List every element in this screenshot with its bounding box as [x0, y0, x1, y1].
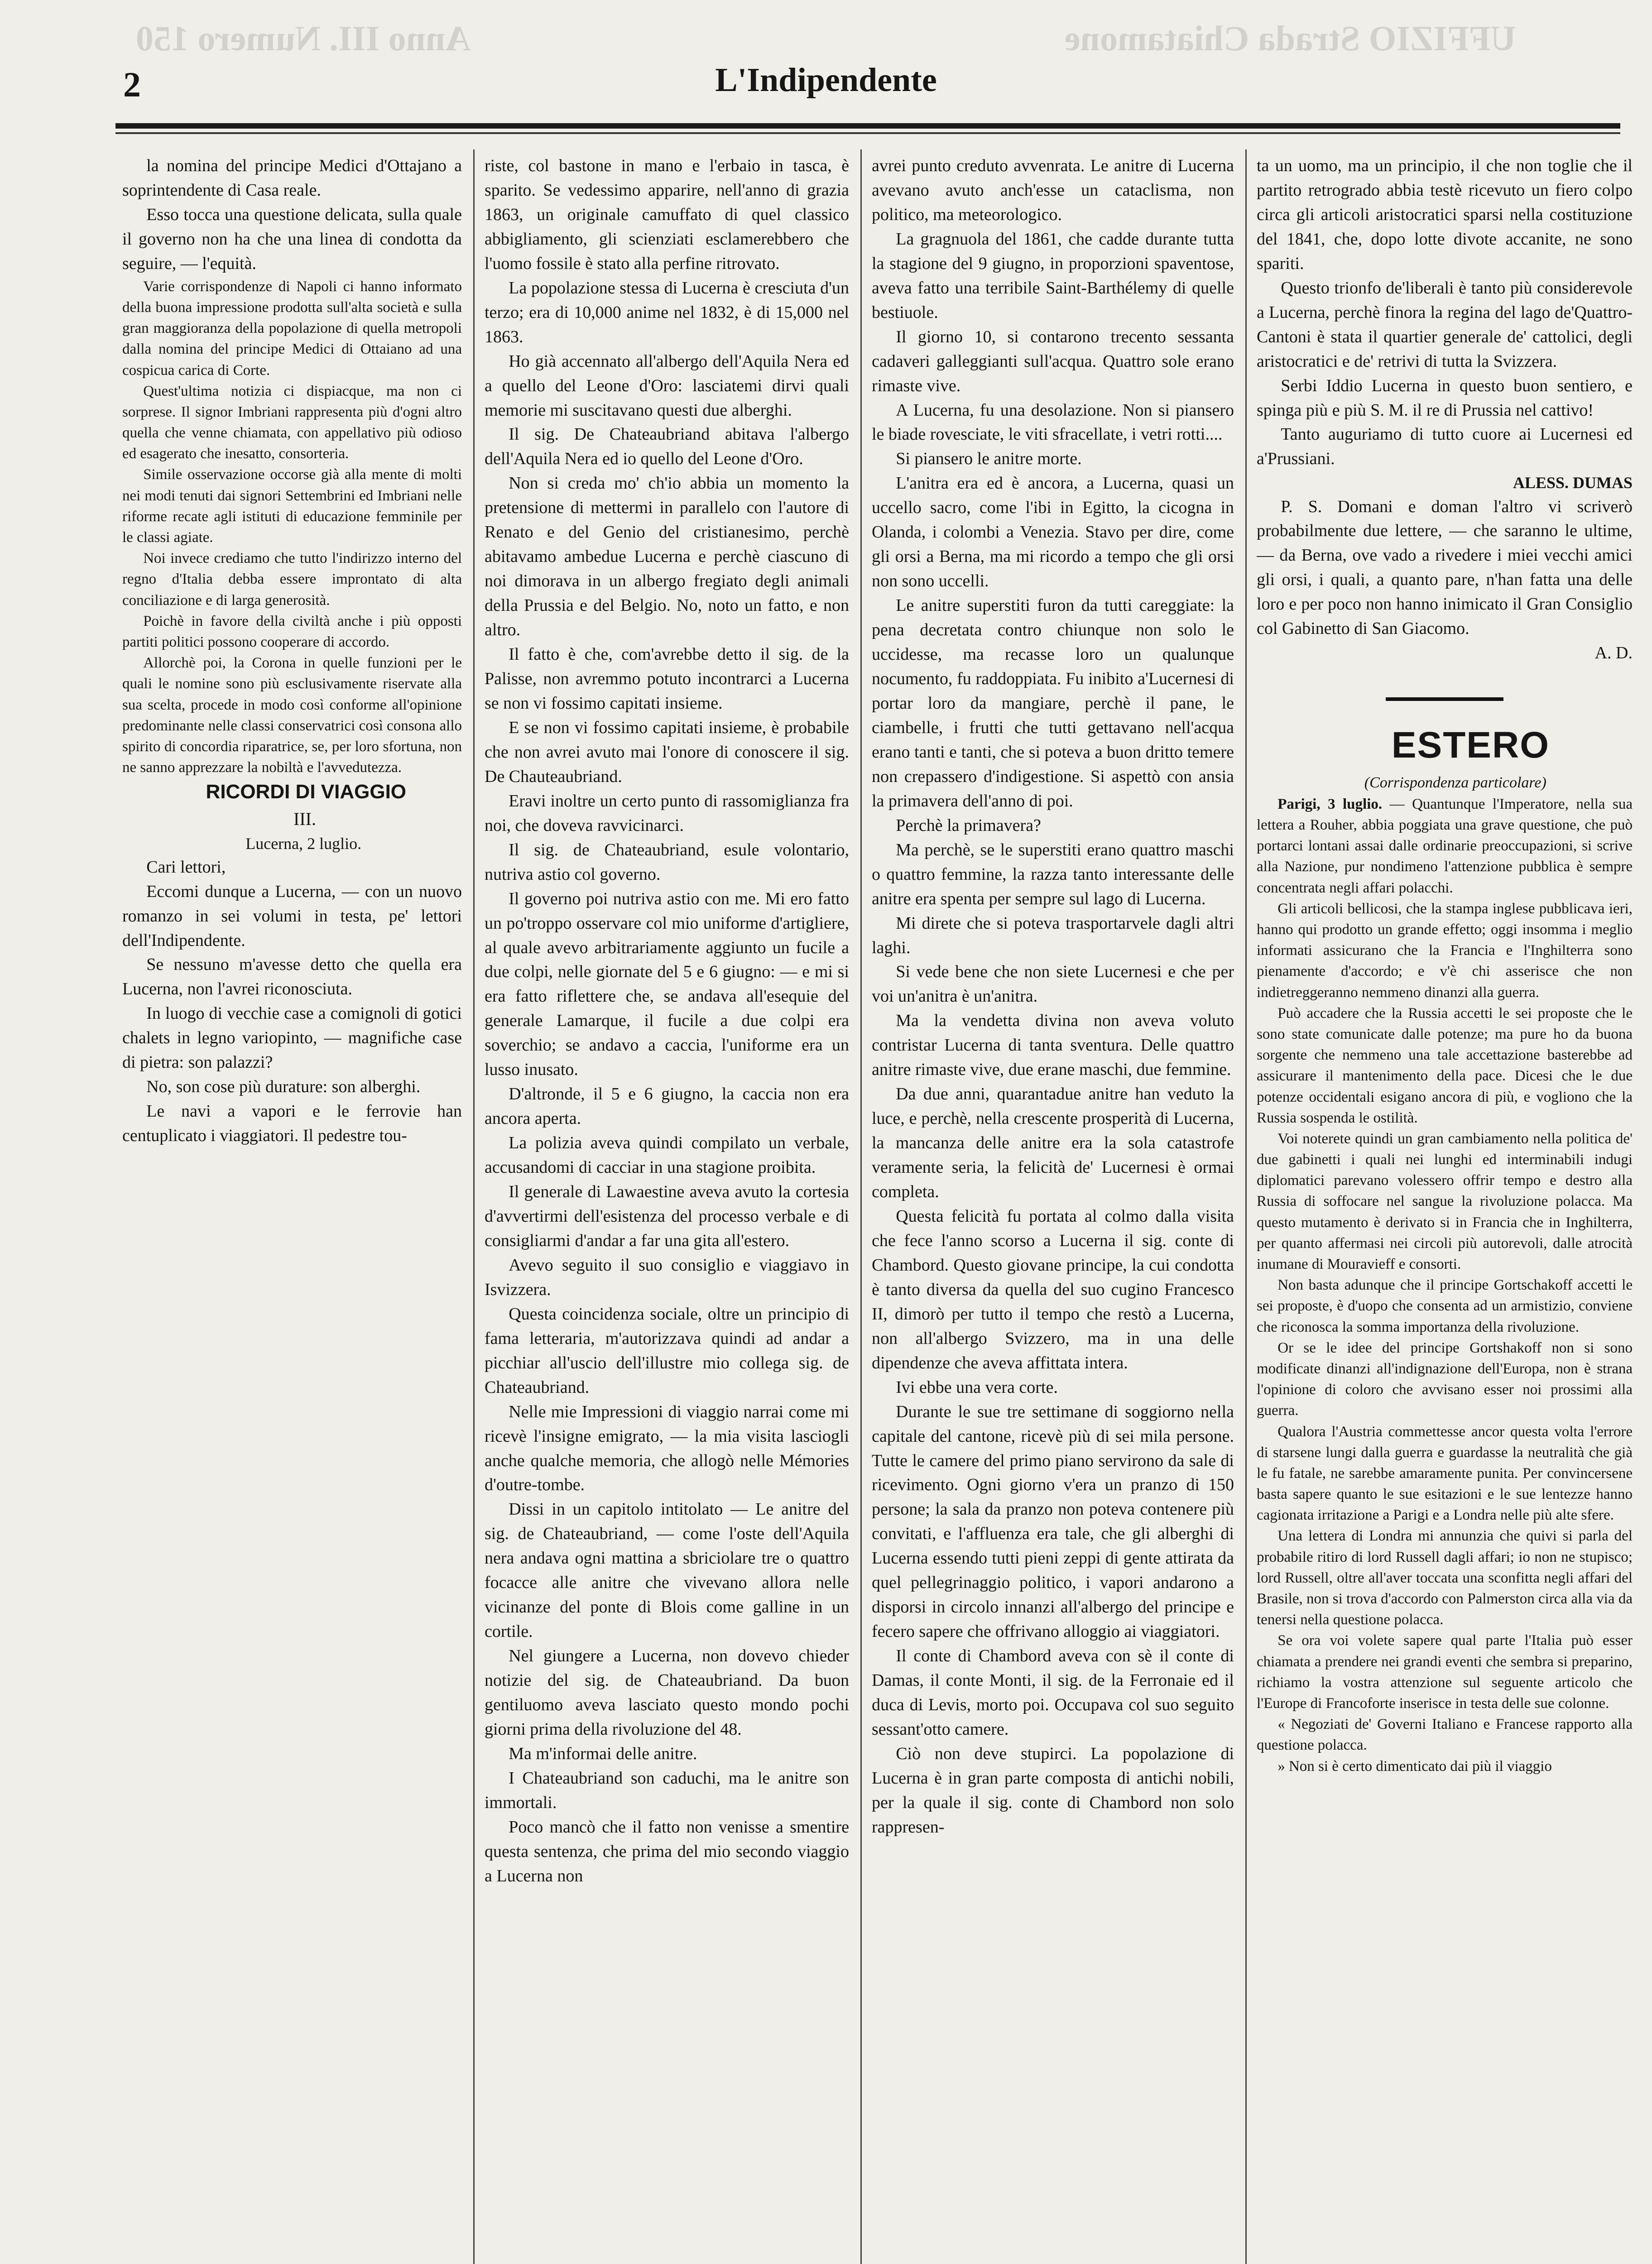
paragraph: Poco mancò che il fatto non venisse a smentire questa sentenza, che prima del mio secondo viaggio a Lucerna non	[485, 1817, 849, 1885]
paragraph: Serbi Iddio Lucerna in questo buon sentiero, e spinga più e più S. M. il re di Prussia nel cattivo!	[1257, 376, 1633, 420]
paragraph: Questo trionfo de'liberali è tanto più considerevole a Lucerna, perchè finora la regina del lago de'Quattro-Cantoni è stata il quartier generale de' cattolici, degli aristocratici e de' retrivi di tutta la Svizzera.	[1257, 278, 1633, 371]
paragraph: ta un uomo, ma un principio, il che non toglie che il partito retrogrado abbia testè ricevuto un fiero colpo circa gli articoli aristocratici sparsi nella costituzione del 1841, che, dopo lotte divote accanite, ne sono spariti.	[1257, 156, 1633, 273]
paragraph: Perchè la primavera?	[896, 815, 1041, 835]
paragraph: Quest'ultima notizia ci dispiacque, ma non ci sorprese. Il signor Imbriani rappresenta più d'ogni altro quella che venne chiamata, con appellativo più odioso ed esagerato che inesatto, consorteria.	[122, 383, 462, 462]
paragraph: Mi direte che si poteva trasportarvele dagli altri laghi.	[872, 913, 1234, 957]
paragraph: Il sig. De Chateaubriand abitava l'albergo dell'Aquila Nera ed io quello del Leone d'Oro.	[485, 425, 849, 469]
paragraph: La popolazione stessa di Lucerna è cresciuta d'un terzo; era di 10,000 anime nel 1832, è di 15,000 nel 1863.	[485, 278, 849, 346]
paragraph: In luogo di vecchie case a comignoli di gotici chalets in legno variopinto, — magnifiche case di pietra: son palazzi?	[122, 1004, 462, 1072]
paragraph: Il giorno 10, si contarono trecento sessanta cadaveri galleggianti sull'acqua. Quattro sole erano rimaste vive.	[872, 327, 1234, 395]
header-rule	[115, 132, 1620, 134]
lead-text: — Quantunque l'Imperatore, nella sua lettera a Rouher, abbia poggiata una grave questione, che può portarci lontani assai dalle ordinarie preoccupazioni, si scrive alla Nazione, pur nondimeno l'attenzione pubblica è sempre concentrata negli affari polacchi.	[1257, 796, 1633, 896]
paragraph: Se nessuno m'avesse detto che quella era Lucerna, non l'avrei riconosciuta.	[122, 955, 462, 999]
paragraph: Può accadere che la Russia accetti le sei proposte che le sono state comunicate dalle potenze; ma pure ho da buona sorgente che nemmeno una tale accettazione basterebbe ad assicurare il mantenimento della pace. Dicesi che le due potenze occidentali esigano ancora di più, e vogliono che la Russia sospenda le ostilità.	[1257, 1005, 1633, 1126]
paragraph: Allorchè poi, la Corona in quelle funzioni per le quali le nomine sono più esclusivamente riservate alla sua scelta, procede in modo così conforme all'opinione predominante nelle classi conservatrici così consona allo spirito di concordia riparatrice, se, per loro sfortuna, non ne sanno apprezzare la nobiltà e l'avvedutezza.	[122, 655, 462, 776]
section-number: III.	[293, 808, 316, 829]
paragraph: Noi invece crediamo che tutto l'indirizzo interno del regno d'Italia debba essere improntato di alta conciliazione e di larga generosità.	[122, 550, 462, 609]
column-3	[872, 154, 1234, 2264]
postscript: P. S. Domani e doman l'altro vi scriverò probabilmente due lettere, — che saranno le ultime, — da Berna, ove vado a rivedere i miei vecchi amici gli orsi, i quali, a quanto pare, n'han fatta una delle loro e per poco non hanno inimicato il Gran Consiglio col Gabinetto di San Giacomo.	[1257, 497, 1633, 638]
paragraph: avrei punto creduto avvenrata. Le anitre di Lucerna avevano avuto anch'esse un cataclisma, non politico, ma meteorologico.	[872, 156, 1234, 224]
paragraph: I Chateaubriand son caduchi, ma le anitre son immortali.	[485, 1768, 849, 1812]
column-1	[122, 154, 462, 2264]
paragraph: E se non vi fossimo capitati insieme, è probabile che non avrei avuto mai l'onore di conoscere il sig. De Chauteaubriand.	[485, 718, 849, 786]
paragraph: Le navi a vapori e le ferrovie han centuplicato i viaggiatori. Il pedestre tou-	[122, 1102, 462, 1146]
paragraph: Ivi ebbe una vera corte.	[896, 1377, 1058, 1397]
column-divider	[1245, 149, 1247, 2264]
paragraph: Il fatto è che, com'avrebbe detto il sig. de la Palisse, non avremmo potuto incontrarci a Lucerna se non vi fossimo capitati insieme.	[485, 645, 849, 713]
paragraph: Questa coincidenza sociale, oltre un principio di fama letteraria, m'autorizzava quindi ad andar a picchiar all'uscio dell'illustre mio collega sig. de Chateaubriand.	[485, 1304, 849, 1397]
column-4	[1257, 154, 1633, 2264]
paragraph: No, son cose più durature: son alberghi.	[146, 1077, 421, 1097]
paragraph: Esso tocca una questione delicata, sulla quale il governo non ha che una linea di condotta da seguire, — l'equità.	[122, 205, 462, 273]
section-title-estero: ESTERO	[1391, 724, 1550, 766]
paragraph: Dissi in un capitolo intitolato — Le anitre del sig. de Chateaubriand, — come l'oste dell'Aquila nera andava ogni mattina a sbriciolare tre o quattro focacce alle anitre che vivevano allora nelle vicinanze del ponte di Blois come galline in un cortile.	[485, 1500, 849, 1641]
paragraph: Gli articoli bellicosi, che la stampa inglese pubblicava ieri, hanno qui prodotto un grande effetto; oggi insomma i meglio informati assicurano che la Francia e l'Inghilterra sono pienamente d'accordo; e v'è chi asserisce che non indietreggeranno nemmeno dinanzi alla guerra.	[1257, 900, 1633, 1001]
paragraph: Il sig. de Chateaubriand, esule volontario, nutriva astio col governo.	[485, 840, 849, 884]
paragraph: Si vede bene che non siete Lucernesi e che per voi un'anitra è un'anitra.	[872, 962, 1234, 1006]
bleed-through-text: UFFIZIO Strada Chiatamone	[1065, 19, 1516, 58]
paragraph: Ma perchè, se le superstiti erano quattro maschi o quattro femmine, la razza tanto interessante delle anitre era spenta per sempre sul lago di Lucerna.	[872, 840, 1234, 908]
paragraph: Cari lettori,	[146, 857, 226, 877]
paragraph: Ma la vendetta divina non aveva voluto contristar Lucerna di tanta sventura. Delle quattro anitre rimaste vive, due erane maschi, due femmine.	[872, 1011, 1234, 1079]
paragraph: Le anitre superstiti furon da tutti careggiate: la pena decretata contro chiunque non solo le uccidesse, ma recasse loro un qualunque nocumento, fu raddoppiata. Fu inibito a'Lucernesi di portar loro da mangiare, perchè il pane, le ciambelle, i frutti che tutti gettavano nell'acqua erano tanti e tanti, che si poteva a buon dritto temere non crepassero d'indigestione. Si aspettò con ansia la primavera dell'anno di poi.	[872, 596, 1234, 811]
paragraph: Il conte di Chambord aveva con sè il conte di Damas, il conte Monti, il sig. de la Ferronaie ed il duca di Levis, morto poi. Occupava col suo seguito sessant'otto camere.	[872, 1646, 1234, 1739]
paragraph: la nomina del principe Medici d'Ottajano a soprintendente di Casa reale.	[122, 156, 462, 200]
paragraph: Si piansero le anitre morte.	[896, 449, 1082, 469]
paragraph: Or se le idee del principe Gortshakoff non si sono modificate dinanzi all'indignazione dell'Europa, non è strana l'opinione di coloro che avvisano esser noi prossimi alla guerra.	[1257, 1339, 1633, 1419]
paragraph: L'anitra era ed è ancora, a Lucerna, quasi un uccello sacro, come l'ibi in Egitto, la cicogna in Olanda, i colombi a Venezia. Stavo per dire, come gli orsi a Berna, ma mi ricordo a tempo che gli orsi non sono uccelli.	[872, 474, 1234, 591]
paragraph: Nelle mie Impressioni di viaggio narrai come mi ricevè l'insigne emigrato, — la mia visita lasciogli anche qualche memoria, che allogò nelle Mémories d'outre-tombe.	[485, 1402, 849, 1495]
paragraph: riste, col bastone in mano e l'erbaio in tasca, è sparito. Se vedessimo apparire, nell'anno di grazia 1863, un originale camuffato di quel classico abbigliamento, gli scienziati esclamerebbero che l'uomo fossile è stato alla perfine ritrovato.	[485, 156, 849, 273]
paragraph: Il generale di Lawaestine aveva avuto la cortesia d'avvertirmi dell'esistenza del processo verbale e di consigliarmi d'andar a far una gita all'estero.	[485, 1182, 849, 1250]
paragraph: Poichè in favore della civiltà anche i più opposti partiti politici possono cooperare di accordo.	[122, 613, 462, 650]
paragraph: Eccomi dunque a Lucerna, — con un nuovo romanzo in sei volumi in testa, pe' lettori dell'Indipendente.	[122, 882, 462, 950]
dateline: Lucerna, 2 luglio.	[245, 834, 362, 853]
paragraph: Da due anni, quarantadue anitre han veduto la luce, e perchè, nella crescente prosperità di Lucerna, la mancanza delle anitre era la sola catastrofe veramente seria, la felicità de' Lucernesi è ormai completa.	[872, 1084, 1234, 1202]
bleed-through-text: Anno III. Numero 150	[136, 19, 471, 58]
paragraph: Ho già accennato all'albergo dell'Aquila Nera ed a quello del Leone d'Oro: lasciatemi dirvi quali memorie mi suscitavano questi due alberghi.	[485, 351, 849, 420]
page-number: 2	[123, 65, 141, 104]
paragraph: Il governo poi nutriva astio con me. Mi ero fatto un po'troppo osservare col mio uniforme d'artigliere, al quale avevo arbitrariamente aggiunto un fucile a due colpi, nelle giornate del 5 e 6 giugno: — e mi si era fatto riflettere che, se andava all'esequie del generale Lamarque, il fucile a due colpi era soverchio; se andavo a caccia, l'uniforme era un lusso inusato.	[485, 889, 849, 1079]
column-divider	[860, 149, 862, 2264]
header-rule	[115, 123, 1620, 129]
paragraph: Una lettera di Londra mi annunzia che quivi si parla del probabile ritiro di lord Russell dagli affari; io non ne stupisco; lord Russell, oltre all'aver toccata una sconfitta negli affari del Brasile, non si trova d'accordo con Palmerston circa alla via da tenersi nella questione polacca.	[1257, 1528, 1633, 1628]
paragraph: La polizia aveva quindi compilato un verbale, accusandomi di cacciar in una stagione proibita.	[485, 1133, 849, 1177]
paragraph: Questa felicità fu portata al colmo dalla visita che fece l'anno scorso a Lucerna il sig. conte di Chambord. Questo giovane principe, la cui condotta è tanto diversa da quella del suo cugino Francesco II, dimorò per tutto il tempo che restò a Lucerna, non all'albergo Svizzero, ma in una delle dipendenze che aveva affittata intera.	[872, 1206, 1234, 1372]
paragraph: Avevo seguito il suo consiglio e viaggiavo in Isvizzera.	[485, 1255, 849, 1299]
paragraph: « Negoziati de' Governi Italiano e Francese rapporto alla questione polacca.	[1257, 1716, 1633, 1754]
paragraph: Se ora voi volete sapere qual parte l'Italia può esser chiamata a prendere nei grandi eventi che sembra si preparino, richiamo la vostra attenzione sul seguente articolo che l'Europe di Francoforte inserisce in testa delle sue colonne.	[1257, 1632, 1633, 1712]
column-2	[485, 154, 849, 2264]
paragraph: D'altronde, il 5 e 6 giugno, la caccia non era ancora aperta.	[485, 1084, 849, 1128]
paragraph: Ciò non deve stupirci. La popolazione di Lucerna è in gran parte composta di antichi nobili, per la quale il sig. conte di Chambord non solo rappresen-	[872, 1744, 1234, 1837]
newspaper-title: L'Indipendente	[715, 62, 937, 99]
paragraph: Non si creda mo' ch'io abbia un momento la pretensione di mettermi in parallelo con l'autore di Renato e del Genio del cristianesimo, perchè abitavamo ambedue Lucerna e perchè ciascuno di noi dimorava in un albergo fregiato degli animali della Prussia e del Belgio. No, noto un fatto, e non altro.	[485, 474, 849, 640]
paragraph: Varie corrispondenze di Napoli ci hanno informato della buona impressione prodotta sull'alta società e sulla gran maggioranza della popolazione di quella metropoli dalla nomina del principe Medici di Ottaiano ad una cospicua carica di Corte.	[122, 278, 462, 379]
paragraph: Voi noterete quindi un gran cambiamento nella politica de' due gabinetti i quali nei lunghi ed interminabili indugi diplomatici parevano volessero offrir tempo e destro alla Russia di soffocare nel sangue la rivoluzione polacca. Ma questo mutamento è derivato si in Francia che in Inghilterra, per quanto affermasi nei circoli più autorevoli, dalle atrocità inumane di Mouravieff e consorti.	[1257, 1130, 1633, 1272]
paragraph: A Lucerna, fu una desolazione. Non si piansero le biade rovesciate, le viti sfracellate, i vetri rotti....	[872, 400, 1234, 444]
dateline: Parigi, 3 luglio.	[1277, 796, 1383, 812]
section-title: RICORDI DI VIAGGIO	[206, 781, 407, 803]
section-divider	[1386, 697, 1503, 701]
paragraph: Nel giungere a Lucerna, non dovevo chieder notizie del sig. de Chateaubriand. Da buon gentiluomo aveva lasciato questo mondo pochi giorni prima della rivoluzione del 48.	[485, 1646, 849, 1739]
paragraph: Simile osservazione occorse già alla mente di molti nei modi tenuti dai signori Settembrini ed Imbriani nelle riforme recate agli istituti di educazione femminile per le classi agiate.	[122, 466, 462, 546]
paragraph: Ma m'informai delle anitre.	[509, 1744, 697, 1763]
paragraph: La gragnuola del 1861, che cadde durante tutta la stagione del 9 giugno, in proporzioni spaventose, aveva fatto una terribile Saint-Barthélemy di quelle bestiuole.	[872, 229, 1234, 322]
author-signature: ALESS. DUMAS	[1513, 474, 1633, 492]
author-initials: A. D.	[1594, 643, 1633, 663]
paragraph: Durante le sue tre settimane di soggiorno nella capitale del cantone, ricevè più di sei mila persone. Tutte le camere del primo piano servirono da sale di ricevimento. Ogni giorno v'era un pranzo di 150 persone; la sala da pranzo non poteva contenere più convitati, e l'affluenza era tale, che gli alberghi di Lucerna essendo tutti pieni zeppi di gente attirata da quel pellegrinaggio politico, i vapori andarono a disporsi in circolo innanzi all'albergo del principe e fecero sapere che offrivano alloggio ai viaggiatori.	[872, 1402, 1234, 1641]
paragraph: Non basta adunque che il principe Gortschakoff accetti le sei proposte, è d'uopo che consenta ad un armistizio, conviene che riconosca la somma importanza della rivoluzione.	[1257, 1277, 1633, 1335]
paragraph: » Non si è certo dimenticato dai più il viaggio	[1277, 1758, 1552, 1775]
paragraph	[1257, 794, 1633, 898]
paragraph: Eravi inoltre un certo punto di rassomiglianza fra noi, che doveva ravvicinarci.	[485, 791, 849, 835]
paragraph: Tanto auguriamo di tutto cuore ai Lucernesi ed a'Prussiani.	[1257, 425, 1633, 469]
paragraph: Qualora l'Austria commettesse ancor questa volta l'errore di starsene lungi dalla guerra e guardasse la neutralità che già le fu fatale, ne sarebbe amaramente punita. Per convincersene basta sapere quanto le sue esitazioni e le sue lentezze hanno cagionata irritazione a Parigi e a Londra nelle più alte sfere.	[1257, 1423, 1633, 1524]
column-divider	[473, 149, 475, 2264]
correspondence-note: (Corrispondenza particolare)	[1364, 774, 1546, 791]
